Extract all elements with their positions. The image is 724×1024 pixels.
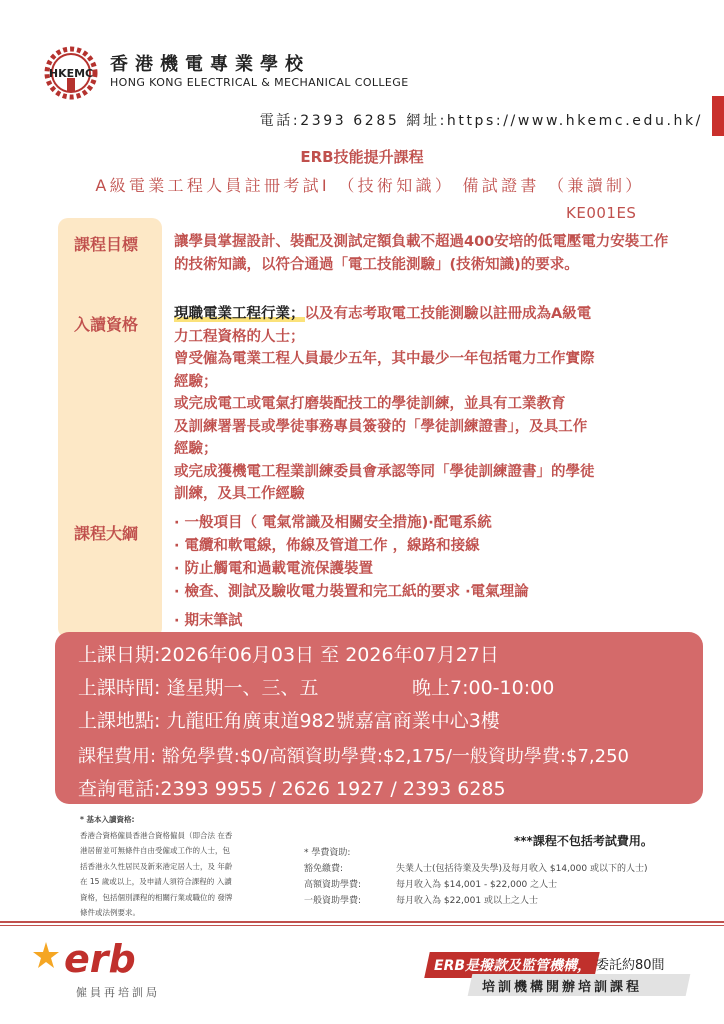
fee-value: 失業人士(包括待業及失學)及每月收入 $14,000 或以下的人士) bbox=[396, 864, 648, 874]
header-accent-bar bbox=[712, 96, 724, 136]
outline-label: 課程大綱 bbox=[74, 524, 139, 543]
banner-red-text: ERB是撥款及監管機構， bbox=[434, 958, 592, 974]
hkemc-logo bbox=[40, 42, 102, 104]
outline-item: · 檢查、測試及驗收電力裝置和完工紙的要求 ·電氣理論 bbox=[174, 584, 529, 600]
entry-line: 或完成獲機電工程業訓練委員會承認等同「學徒訓練證書」的學徒 bbox=[174, 463, 595, 480]
schedule-phone: 查詢電話:2393 9955 / 2626 1927 / 2393 6285 bbox=[78, 778, 506, 800]
basic-entry-line: 資格，包括個別課程的相關行業或職位的 發牌 bbox=[80, 892, 233, 902]
objective-text: 讓學員掌握設計、裝配及測試定額負載不超過400安培的低電壓電力安裝工作的技術知識，以符合通過「電工技能測驗」(技術知識)的要求。 bbox=[174, 234, 669, 273]
fee-row bbox=[304, 877, 647, 893]
star-icon bbox=[33, 942, 59, 968]
fee-value: 每月收入為 $14,001 - $22,000 之人士 bbox=[396, 880, 558, 890]
label-column bbox=[58, 218, 162, 638]
course-code: KE001ES bbox=[566, 204, 637, 222]
schedule-hours: 晚上7:00-10:00 bbox=[412, 677, 555, 699]
entry-line: 經驗； bbox=[174, 441, 218, 457]
footer-divider bbox=[0, 921, 724, 923]
entry-line: 及訓練署署長或學徒事務專員簽發的「學徒訓練證書」，及具工作 bbox=[174, 418, 588, 435]
outline-item: · 防止觸電和過載電流保護裝置 bbox=[174, 561, 374, 577]
basic-entry-title: * 基本入讀資格: bbox=[80, 815, 135, 824]
footer-divider-thin bbox=[0, 925, 724, 926]
fee-value: 每月收入為 $22,001 或以上之人士 bbox=[396, 896, 538, 906]
entry-highlight: 現職電業工程行業； bbox=[174, 306, 305, 322]
outline-item: · 期末筆試 bbox=[174, 613, 243, 629]
erb-logo bbox=[32, 936, 172, 982]
objective-label: 課程目標 bbox=[74, 235, 139, 254]
basic-entry-note bbox=[80, 812, 260, 921]
entry-requirements bbox=[174, 303, 682, 506]
course-title: A級電業工程人員註冊考試I （技術知識） 備試證書 （兼讀制） bbox=[95, 176, 645, 195]
fee-key: 一般資助學費: bbox=[304, 896, 362, 906]
fee-row bbox=[304, 893, 647, 909]
entry-line-1-rest: 以及有志考取電工技能測驗以註冊成為A級電 bbox=[304, 306, 592, 322]
fee-row bbox=[304, 861, 647, 877]
entry-line-1 bbox=[174, 303, 682, 326]
schedule-venue: 上課地點: 九龍旺角廣東道982號嘉富商業中心3樓 bbox=[78, 710, 500, 732]
fee-subsidy-table bbox=[304, 845, 647, 909]
outline-item: · 一般項目（ 電氣常識及相關安全措施)·配電系統 bbox=[174, 515, 492, 531]
basic-entry-line: 在 15 歲或以上，及申請人須符合課程的 入讀 bbox=[80, 877, 232, 886]
outline-item: · 電纜和軟電線，佈線及管道工作 ，線路和接線 bbox=[174, 538, 480, 554]
fee-key: 豁免繳費: bbox=[304, 864, 344, 874]
fee-key: 高額資助學費: bbox=[304, 880, 362, 890]
basic-entry-line: 條件或法例要求。 bbox=[80, 908, 140, 917]
program-title: ERB技能提升課程 bbox=[300, 148, 424, 166]
entry-line: 訓練，及具工作經驗 bbox=[174, 486, 305, 502]
entry-line: 曾受僱為電業工程人員最少五年，其中最少一年包括電力工作實際 bbox=[174, 351, 595, 367]
basic-entry-line: 香港合資格僱員香港合資格僱員（即合法 在香 bbox=[80, 830, 233, 840]
erb-name-zh: 僱員再培訓局 bbox=[76, 986, 160, 999]
course-outline bbox=[174, 512, 694, 633]
erb-logo-text: erb bbox=[64, 937, 136, 981]
banner-white-text: 委託約80間 bbox=[596, 958, 665, 973]
school-name-en: HONG KONG ELECTRICAL & MECHANICAL COLLEGE bbox=[110, 76, 409, 89]
fee-title: * 學費資助: bbox=[304, 848, 351, 858]
contact-info: 電話:2393 6285 網址:https://www.hkemc.edu.hk/ bbox=[259, 113, 703, 129]
entry-line: 經驗； bbox=[174, 373, 218, 390]
basic-entry-line: 括香港永久性居民及新來港定居人士，及 年齡 bbox=[80, 861, 233, 871]
schedule-dates: 上課日期:2026年06月03日 至 2026年07月27日 bbox=[78, 644, 499, 666]
exam-fee-note: ***課程不包括考試費用。 bbox=[514, 834, 653, 848]
basic-entry-line: 港居留並可無條件自由受僱或工作的人士，包 bbox=[80, 846, 230, 855]
entry-label: 入讀資格 bbox=[74, 315, 139, 334]
banner-grey-text: 培訓機構開辦培訓課程 bbox=[482, 980, 643, 995]
schedule-fee: 課程費用: 豁免學費:$0/高額資助學費:$2,175/一般資助學費:$7,250 bbox=[78, 746, 629, 767]
logo-text: HKEMC bbox=[48, 67, 94, 80]
entry-line: 或完成電工或電氣打磨裝配技工的學徒訓練，並具有工業教育 bbox=[174, 396, 566, 412]
schedule-days: 上課時間: 逢星期一、三、五 bbox=[78, 677, 319, 699]
school-name-zh: 香港機電專業學校 bbox=[110, 54, 310, 75]
entry-line: 力工程資格的人士； bbox=[174, 328, 305, 345]
